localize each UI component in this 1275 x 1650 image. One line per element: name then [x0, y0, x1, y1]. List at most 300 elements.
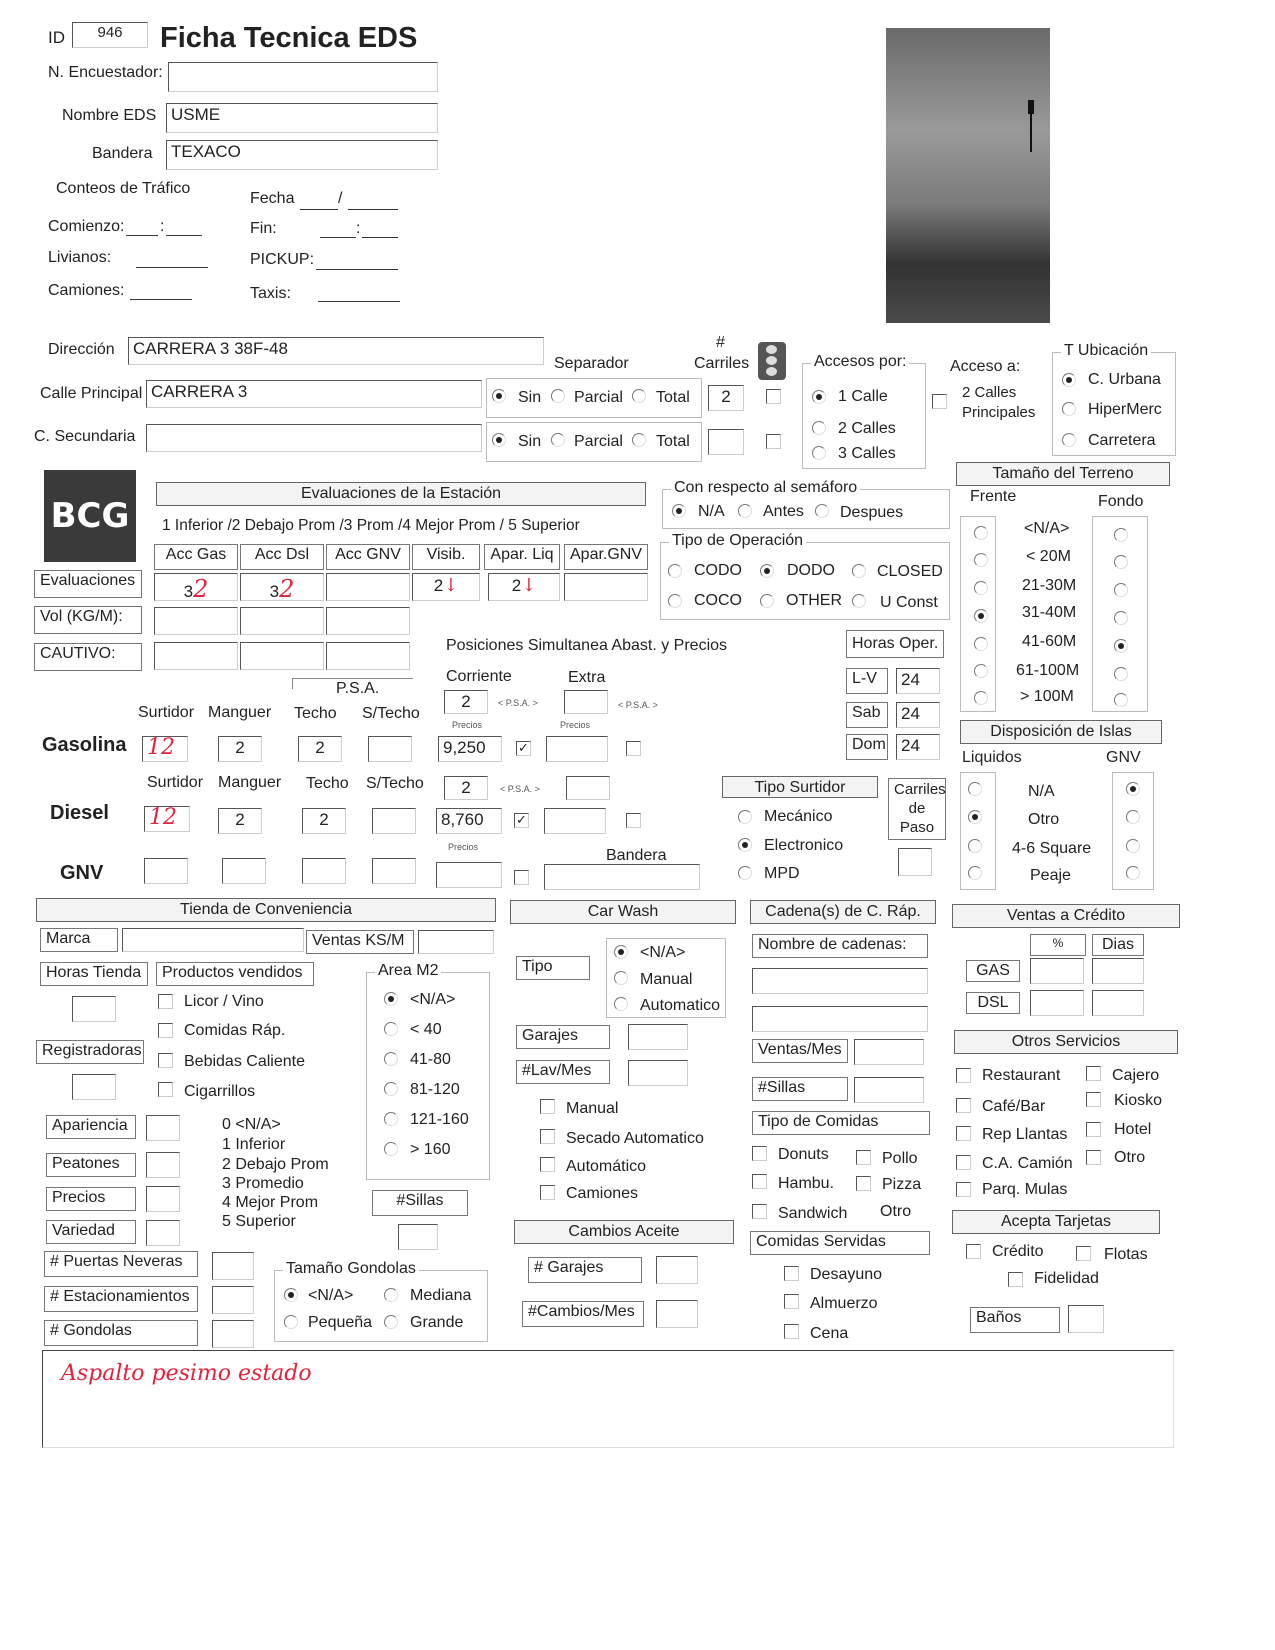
- dsl-precio-extra-field[interactable]: [544, 808, 606, 834]
- calle-principal-field[interactable]: CARRERA 3: [146, 380, 482, 408]
- semaforo-secundaria-checkbox[interactable]: [766, 434, 781, 449]
- bandera-label: Bandera: [92, 145, 153, 162]
- posiciones-title: Posiciones Simultanea Abast. y Precios: [446, 637, 728, 654]
- prod-comidas-checkbox[interactable]: [158, 1023, 173, 1038]
- gas-corriente-field[interactable]: 2: [444, 690, 488, 714]
- sep-secundaria-total-radio[interactable]: [632, 433, 646, 447]
- precios-label: Precios: [46, 1187, 136, 1211]
- ubicacion-carretera-label: Carretera: [1088, 432, 1156, 449]
- prod-cigarrillos-label: Cigarrillos: [184, 1083, 256, 1100]
- otros-llantas-checkbox[interactable]: [956, 1126, 971, 1141]
- gnv-label: GNV: [60, 862, 104, 884]
- sep-secundaria-parcial-radio[interactable]: [551, 433, 565, 447]
- traffic-light-icon: [758, 342, 786, 380]
- op-uconst-radio[interactable]: [852, 594, 866, 608]
- carwash-tipo-label: Tipo: [516, 956, 590, 980]
- area-40-radio[interactable]: [384, 1022, 398, 1036]
- fondo-100-radio[interactable]: [1114, 693, 1128, 707]
- ubicacion-hipermerc-radio[interactable]: [1062, 402, 1076, 416]
- carwash-na-radio[interactable]: [614, 945, 628, 959]
- marca-field[interactable]: [122, 928, 304, 952]
- eval-acc-gas[interactable]: [154, 573, 238, 601]
- cautivo-acc-gnv[interactable]: [326, 642, 410, 670]
- vol-acc-gnv[interactable]: [326, 607, 410, 635]
- sep-principal-parcial-label: Parcial: [574, 389, 623, 406]
- surtidor-mecanico-radio[interactable]: [738, 810, 752, 824]
- tarjeta-fidelidad-checkbox[interactable]: [1008, 1272, 1023, 1287]
- fin-colon: :: [356, 220, 361, 237]
- ventas-ks-field[interactable]: [418, 930, 494, 954]
- gas-techo-field[interactable]: 2: [298, 736, 342, 762]
- gnv-bandera-field[interactable]: [544, 864, 700, 890]
- semaforo-antes-radio[interactable]: [738, 504, 752, 518]
- gas-corriente-psa: < P.S.A. >: [498, 698, 538, 708]
- fondo-41-60-radio[interactable]: [1114, 639, 1128, 653]
- otros-camion-checkbox[interactable]: [956, 1155, 971, 1170]
- horas-tienda-field[interactable]: [72, 996, 116, 1022]
- fondo-20-radio[interactable]: [1114, 555, 1128, 569]
- gas-extra-psa-checkbox[interactable]: [626, 741, 641, 756]
- puertas-label: # Puertas Neveras: [44, 1251, 198, 1277]
- gas-precio-extra-field[interactable]: [546, 736, 608, 762]
- gondola-na-radio[interactable]: [284, 1288, 298, 1302]
- nombre-eds-field[interactable]: USME: [166, 103, 438, 133]
- dsl-manguer-field[interactable]: 2: [218, 808, 262, 834]
- op-dodo-radio[interactable]: [760, 564, 774, 578]
- ubicacion-hipermerc-label: HiperMerc: [1088, 401, 1162, 418]
- fecha-label: Fecha: [250, 190, 295, 207]
- comida-hambu-checkbox[interactable]: [752, 1174, 767, 1189]
- ubicacion-urbana-radio[interactable]: [1062, 373, 1076, 387]
- area-41-80-radio[interactable]: [384, 1052, 398, 1066]
- cadena-sillas-field[interactable]: [854, 1077, 924, 1103]
- dsl-precio-field[interactable]: 8,760: [436, 808, 502, 834]
- credito-header: Ventas a Crédito: [952, 904, 1180, 928]
- ubicacion-caption: T Ubicación: [1061, 342, 1151, 360]
- tarjeta-credito-checkbox[interactable]: [966, 1244, 981, 1259]
- sep-principal-total-radio[interactable]: [632, 389, 646, 403]
- scale-0: 0 <N/A>: [222, 1116, 281, 1133]
- acceso-principales-label: 2 Calles: [962, 384, 1017, 401]
- area-160-radio[interactable]: [384, 1142, 398, 1156]
- semaforo-despues-radio[interactable]: [815, 504, 829, 518]
- puertas-field[interactable]: [212, 1252, 254, 1280]
- comida-otro-label: Otro: [880, 1203, 912, 1220]
- aceite-cambios-field[interactable]: [656, 1300, 698, 1328]
- acceso-2-calles-label: 2 Calles: [838, 420, 896, 437]
- eval-apar-liq[interactable]: [488, 573, 560, 601]
- frente-61-100-radio[interactable]: [974, 664, 988, 678]
- islas-liq-peaje-radio[interactable]: [968, 866, 982, 880]
- comida-sandwich-checkbox[interactable]: [752, 1204, 767, 1219]
- carriles-paso-line-3: Paso: [899, 819, 935, 836]
- eval-acc-dsl-hand: 2: [279, 575, 295, 601]
- estacionamientos-field[interactable]: [212, 1286, 254, 1314]
- vol-acc-dsl[interactable]: [240, 607, 324, 635]
- camiones-label: Camiones:: [48, 282, 125, 299]
- separador-label: Separador: [554, 355, 629, 372]
- scale-4: 4 Mejor Prom: [222, 1194, 319, 1211]
- cadena-nombre-field-2[interactable]: [752, 1006, 928, 1032]
- carriles-paso-field[interactable]: [898, 848, 932, 876]
- area-81-120-radio[interactable]: [384, 1082, 398, 1096]
- otros-cajero-checkbox[interactable]: [1086, 1066, 1101, 1081]
- evaluaciones-header: Evaluaciones de la Estación: [156, 482, 646, 506]
- servida-almuerzo-checkbox[interactable]: [784, 1294, 799, 1309]
- eval-acc-dsl-value: 3: [269, 582, 280, 601]
- islas-gnv-peaje-radio[interactable]: [1126, 866, 1140, 880]
- fecha-slash: /: [338, 190, 343, 207]
- frente-100-radio[interactable]: [974, 691, 988, 705]
- frente-21-30-radio[interactable]: [974, 581, 988, 595]
- area-41-80-label: 41-80: [410, 1051, 451, 1068]
- dsl-corriente-psa: < P.S.A. >: [500, 784, 540, 794]
- semaforo-caption: Con respecto al semáforo: [671, 479, 860, 497]
- ventas-ks-label: Ventas KS/M: [306, 930, 414, 954]
- col-apar-gnv: Apar.GNV: [564, 544, 648, 570]
- terreno-na-label: <N/A>: [1024, 520, 1070, 537]
- horas-sab-field[interactable]: 24: [896, 702, 940, 728]
- sep-secundaria-total-label: Total: [656, 433, 690, 450]
- terreno-21-30-label: 21-30M: [1022, 577, 1077, 594]
- gnv-surtidor-field[interactable]: [144, 858, 188, 884]
- area-na-radio[interactable]: [384, 992, 398, 1006]
- islas-liq-otro-radio[interactable]: [968, 810, 982, 824]
- col-acc-gnv: Acc GNV: [326, 544, 410, 570]
- gas-extra-field[interactable]: [564, 690, 608, 714]
- dsl-stecho-field[interactable]: [372, 808, 416, 834]
- acceso-3-calles-radio[interactable]: [812, 446, 826, 460]
- fondo-31-40-radio[interactable]: [1114, 611, 1128, 625]
- eval-acc-gnv[interactable]: [326, 573, 410, 601]
- comida-pollo-checkbox[interactable]: [856, 1150, 871, 1165]
- station-photo: [886, 28, 1050, 323]
- terreno-41-60-label: 41-60M: [1022, 633, 1077, 650]
- gas-precio-field[interactable]: 9,250: [438, 736, 502, 762]
- otros-mulas-checkbox[interactable]: [956, 1182, 971, 1197]
- col-acc-gas: Acc Gas: [154, 544, 238, 570]
- surtidor-electronico-radio[interactable]: [738, 838, 752, 852]
- gnv-precio-field[interactable]: [436, 862, 502, 888]
- banos-field[interactable]: [1068, 1305, 1104, 1333]
- tipo-surtidor-header: Tipo Surtidor: [722, 776, 878, 798]
- frente-31-40-radio[interactable]: [974, 609, 988, 623]
- surtidor-electronico-label: Electronico: [764, 837, 844, 854]
- precios-field[interactable]: [146, 1186, 180, 1212]
- c-secundaria-label: C. Secundaria: [34, 428, 136, 445]
- encuestador-field[interactable]: [168, 62, 438, 92]
- sep-principal-sin-radio[interactable]: [492, 389, 506, 403]
- fondo-21-30-radio[interactable]: [1114, 583, 1128, 597]
- cw-secado-checkbox[interactable]: [540, 1129, 555, 1144]
- cadena-ventas-label: Ventas/Mes: [752, 1039, 848, 1063]
- aceite-garajes-label: # Garajes: [528, 1257, 642, 1283]
- gondola-grande-label: Grande: [410, 1314, 464, 1331]
- islas-liquidos-label: Liquidos: [962, 749, 1022, 766]
- terreno-31-40-label: 31-40M: [1022, 604, 1077, 621]
- bcg-logo: BCG: [44, 470, 136, 562]
- carriles-principal-field[interactable]: 2: [708, 385, 744, 411]
- op-codo-label: CODO: [694, 562, 742, 579]
- gas-psa-checkbox[interactable]: ✓: [516, 741, 531, 756]
- surtidor-mpd-radio[interactable]: [738, 866, 752, 880]
- eval-apar-gnv[interactable]: [564, 573, 648, 601]
- fondo-61-100-radio[interactable]: [1114, 667, 1128, 681]
- cw-manual-label: Manual: [566, 1100, 619, 1117]
- otros-restaurant-label: Restaurant: [982, 1067, 1061, 1084]
- carwash-manual-radio[interactable]: [614, 971, 628, 985]
- carwash-garajes-field[interactable]: [628, 1024, 688, 1050]
- eval-visib[interactable]: [412, 573, 480, 601]
- comida-hambu-label: Hambu.: [778, 1175, 835, 1192]
- prod-bebidas-checkbox[interactable]: [158, 1053, 173, 1068]
- otros-otro-label: Otro: [1114, 1149, 1146, 1166]
- tienda-header: Tienda de Conveniencia: [36, 898, 496, 922]
- tienda-sillas-field[interactable]: [398, 1224, 438, 1250]
- islas-gnv-otro-radio[interactable]: [1126, 810, 1140, 824]
- gas-precios-extra-label: Precios: [560, 720, 591, 730]
- notes-area[interactable]: [42, 1350, 1174, 1448]
- sep-secundaria-sin-radio[interactable]: [492, 433, 506, 447]
- dsl-psa-checkbox[interactable]: ✓: [514, 813, 529, 828]
- cadena-sillas-label: #Sillas: [752, 1077, 848, 1101]
- gas-manguer-header: Manguer: [208, 704, 272, 721]
- dsl-extra-psa-checkbox[interactable]: [626, 813, 641, 828]
- sep-principal-parcial-radio[interactable]: [551, 389, 565, 403]
- corriente-label: Corriente: [446, 668, 512, 685]
- cw-secado-label: Secado Automatico: [566, 1130, 704, 1147]
- acceso-a-label: Acceso a:: [950, 358, 1021, 375]
- frente-41-60-radio[interactable]: [974, 637, 988, 651]
- gas-stecho-header: S/Techo: [362, 705, 420, 722]
- gnv-techo-field[interactable]: [302, 858, 346, 884]
- op-closed-label: CLOSED: [877, 563, 943, 580]
- terreno-100-label: > 100M: [1020, 688, 1074, 705]
- page-title: Ficha Tecnica EDS: [160, 22, 418, 54]
- carriles-hash: #: [716, 334, 725, 351]
- carwash-header: Car Wash: [510, 900, 736, 924]
- sep-principal-total-label: Total: [656, 389, 690, 406]
- servida-desayuno-checkbox[interactable]: [784, 1266, 799, 1281]
- islas-header: Disposición de Islas: [960, 720, 1162, 744]
- horas-lv-field[interactable]: 24: [896, 668, 940, 694]
- gas-stecho-field[interactable]: [368, 736, 412, 762]
- carwash-garajes-label: Garajes: [516, 1025, 610, 1049]
- cadena-nombre-field-1[interactable]: [752, 968, 928, 994]
- islas-gnv-label: GNV: [1106, 749, 1141, 766]
- cadena-nombre-label: Nombre de cadenas:: [752, 934, 928, 958]
- ubicacion-carretera-radio[interactable]: [1062, 433, 1076, 447]
- acceso-1-calle-radio[interactable]: [812, 390, 826, 404]
- op-coco-radio[interactable]: [668, 594, 682, 608]
- gondola-mediana-label: Mediana: [410, 1287, 472, 1304]
- frente-20-radio[interactable]: [974, 553, 988, 567]
- gondolas-label: # Gondolas: [44, 1320, 198, 1346]
- psa-header: P.S.A.: [336, 680, 380, 697]
- credito-gas-dias[interactable]: [1092, 958, 1144, 984]
- islas-liq-na-radio[interactable]: [968, 782, 982, 796]
- fin-label: Fin:: [250, 220, 277, 237]
- horas-lv-label: L-V: [846, 668, 888, 694]
- cautivo-acc-dsl[interactable]: [240, 642, 324, 670]
- horas-header: Horas Oper.: [846, 630, 944, 658]
- cadena-tipo-label: Tipo de Comidas: [752, 1111, 930, 1135]
- credito-pct-label: %: [1030, 934, 1086, 956]
- islas-gnv-square-radio[interactable]: [1126, 839, 1140, 853]
- gondola-grande-radio[interactable]: [384, 1315, 398, 1329]
- dsl-techo-header: Techo: [306, 775, 349, 792]
- eval-apar-liq-hand: ↓: [521, 575, 537, 596]
- gnv-manguer-field[interactable]: [222, 858, 266, 884]
- acceso-principales-checkbox[interactable]: [932, 394, 947, 409]
- comienzo-label: Comienzo:: [48, 218, 125, 235]
- otros-hotel-label: Hotel: [1114, 1121, 1152, 1138]
- dsl-manguer-header: Manguer: [218, 774, 282, 791]
- eval-acc-gas-value: 3: [183, 582, 194, 601]
- area-160-label: > 160: [410, 1141, 451, 1158]
- op-codo-radio[interactable]: [668, 564, 682, 578]
- variedad-field[interactable]: [146, 1220, 180, 1246]
- col-apar-liq: Apar. Liq: [484, 544, 560, 570]
- area-121-160-radio[interactable]: [384, 1112, 398, 1126]
- id-field[interactable]: 946: [72, 22, 148, 48]
- tarjeta-flotas-checkbox[interactable]: [1076, 1246, 1091, 1261]
- otros-restaurant-checkbox[interactable]: [956, 1068, 971, 1083]
- carriles-secundaria-field[interactable]: [708, 429, 744, 455]
- otros-kiosko-checkbox[interactable]: [1086, 1092, 1101, 1107]
- carwash-lav-field[interactable]: [628, 1060, 688, 1086]
- gondola-na-label: <N/A>: [308, 1287, 354, 1304]
- ubicacion-urbana-label: C. Urbana: [1088, 371, 1161, 388]
- op-other-radio[interactable]: [760, 594, 774, 608]
- aceite-garajes-field[interactable]: [656, 1256, 698, 1284]
- gondola-pequena-radio[interactable]: [284, 1315, 298, 1329]
- otros-kiosko-label: Kiosko: [1114, 1092, 1163, 1109]
- calle-principal-label: Calle Principal: [40, 385, 143, 402]
- dsl-precios-label: Precios: [448, 842, 479, 852]
- prod-cigarrillos-checkbox[interactable]: [158, 1082, 173, 1097]
- conteos-title: Conteos de Tráfico: [56, 180, 191, 197]
- acceso-2-calles-radio[interactable]: [812, 421, 826, 435]
- otros-hotel-checkbox[interactable]: [1086, 1122, 1101, 1137]
- carwash-automatico-radio[interactable]: [614, 997, 628, 1011]
- otros-otro-checkbox[interactable]: [1086, 1150, 1101, 1165]
- cw-camiones-checkbox[interactable]: [540, 1185, 555, 1200]
- prod-licor-checkbox[interactable]: [158, 994, 173, 1009]
- otros-llantas-label: Rep Llantas: [982, 1126, 1068, 1143]
- terreno-header: Tamaño del Terreno: [956, 462, 1170, 486]
- comida-donuts-checkbox[interactable]: [752, 1146, 767, 1161]
- credito-dsl-dias[interactable]: [1092, 990, 1144, 1016]
- frente-na-radio[interactable]: [974, 526, 988, 540]
- vol-acc-gas[interactable]: [154, 607, 238, 635]
- credito-gas-pct[interactable]: [1030, 958, 1084, 984]
- cadena-ventas-field[interactable]: [854, 1039, 924, 1065]
- gnv-psa-checkbox[interactable]: [514, 870, 529, 885]
- apariencia-field[interactable]: [146, 1115, 180, 1141]
- gondolas-field[interactable]: [212, 1320, 254, 1348]
- otros-cafe-label: Café/Bar: [982, 1098, 1046, 1115]
- gas-manguer-field[interactable]: 2: [218, 736, 262, 762]
- gas-surtidor-hand: 12: [147, 736, 175, 760]
- gondola-mediana-radio[interactable]: [384, 1288, 398, 1302]
- comida-pizza-checkbox[interactable]: [856, 1176, 871, 1191]
- cautivo-acc-gas[interactable]: [154, 642, 238, 670]
- direccion-field[interactable]: CARRERA 3 38F-48: [128, 337, 544, 365]
- aceite-header: Cambios Aceite: [514, 1220, 734, 1244]
- dsl-techo-field[interactable]: 2: [302, 808, 346, 834]
- semaforo-antes-label: Antes: [763, 503, 804, 520]
- dsl-corriente-field[interactable]: 2: [444, 776, 488, 800]
- gas-surtidor-header: Surtidor: [138, 704, 195, 721]
- cw-automatico-label: Automático: [566, 1158, 647, 1175]
- gnv-stecho-field[interactable]: [372, 858, 416, 884]
- credito-dsl-label: DSL: [966, 992, 1020, 1014]
- scale-3: 3 Promedio: [222, 1175, 304, 1192]
- gas-surtidor-field[interactable]: [142, 736, 188, 762]
- cw-manual-checkbox[interactable]: [540, 1099, 555, 1114]
- marca-label: Marca: [40, 928, 118, 952]
- registradoras-field[interactable]: [72, 1074, 116, 1100]
- dsl-extra-field[interactable]: [566, 776, 610, 800]
- eval-acc-dsl[interactable]: [240, 573, 324, 601]
- op-dodo-label: DODO: [787, 562, 835, 579]
- tienda-sillas-label: #Sillas: [372, 1190, 468, 1216]
- livianos-label: Livianos:: [48, 249, 112, 266]
- peatones-field[interactable]: [146, 1152, 180, 1178]
- area-40-label: < 40: [410, 1021, 442, 1038]
- carwash-manual-label: Manual: [640, 971, 693, 988]
- servida-cena-label: Cena: [810, 1325, 849, 1342]
- comida-donuts-label: Donuts: [778, 1146, 829, 1163]
- semaforo-principal-checkbox[interactable]: [766, 389, 781, 404]
- prod-bebidas-label: Bebidas Caliente: [184, 1053, 305, 1070]
- carwash-automatico-label: Automatico: [640, 997, 721, 1014]
- tam-gondolas-caption: Tamaño Gondolas: [283, 1260, 419, 1278]
- cw-automatico-checkbox[interactable]: [540, 1157, 555, 1172]
- dsl-surtidor-field[interactable]: [144, 806, 190, 832]
- tarjeta-fidelidad-label: Fidelidad: [1034, 1270, 1099, 1287]
- op-closed-radio[interactable]: [852, 564, 866, 578]
- islas-liq-square-radio[interactable]: [968, 839, 982, 853]
- credito-dias-label: Dias: [1092, 934, 1144, 956]
- servida-cena-checkbox[interactable]: [784, 1324, 799, 1339]
- aceite-cambios-label: #Cambios/Mes: [522, 1301, 644, 1327]
- operacion-caption: Tipo de Operación: [669, 532, 806, 550]
- dsl-stecho-header: S/Techo: [366, 775, 424, 792]
- otros-cafe-checkbox[interactable]: [956, 1098, 971, 1113]
- estacionamientos-label: # Estacionamientos: [44, 1286, 198, 1312]
- horas-dom-label: Dom: [846, 734, 888, 760]
- pickup-label: PICKUP:: [250, 251, 315, 268]
- dsl-surtidor-hand: 12: [149, 806, 177, 830]
- variedad-label: Variedad: [46, 1220, 136, 1244]
- apariencia-label: Apariencia: [46, 1115, 136, 1139]
- bandera-field[interactable]: TEXACO: [166, 140, 438, 170]
- c-secundaria-field[interactable]: [146, 424, 482, 452]
- gas-techo-header: Techo: [294, 705, 337, 722]
- semaforo-despues-label: Despues: [840, 504, 904, 521]
- carriles-paso-label: [888, 778, 946, 840]
- comida-pizza-label: Pizza: [882, 1176, 922, 1193]
- islas-gnv-na-radio[interactable]: [1126, 782, 1140, 796]
- horas-dom-field[interactable]: 24: [896, 734, 940, 760]
- fondo-na-radio[interactable]: [1114, 528, 1128, 542]
- horas-sab-label: Sab: [846, 702, 888, 728]
- credito-dsl-pct[interactable]: [1030, 990, 1084, 1016]
- col-acc-dsl: Acc Dsl: [240, 544, 324, 570]
- semaforo-na-radio[interactable]: [672, 504, 686, 518]
